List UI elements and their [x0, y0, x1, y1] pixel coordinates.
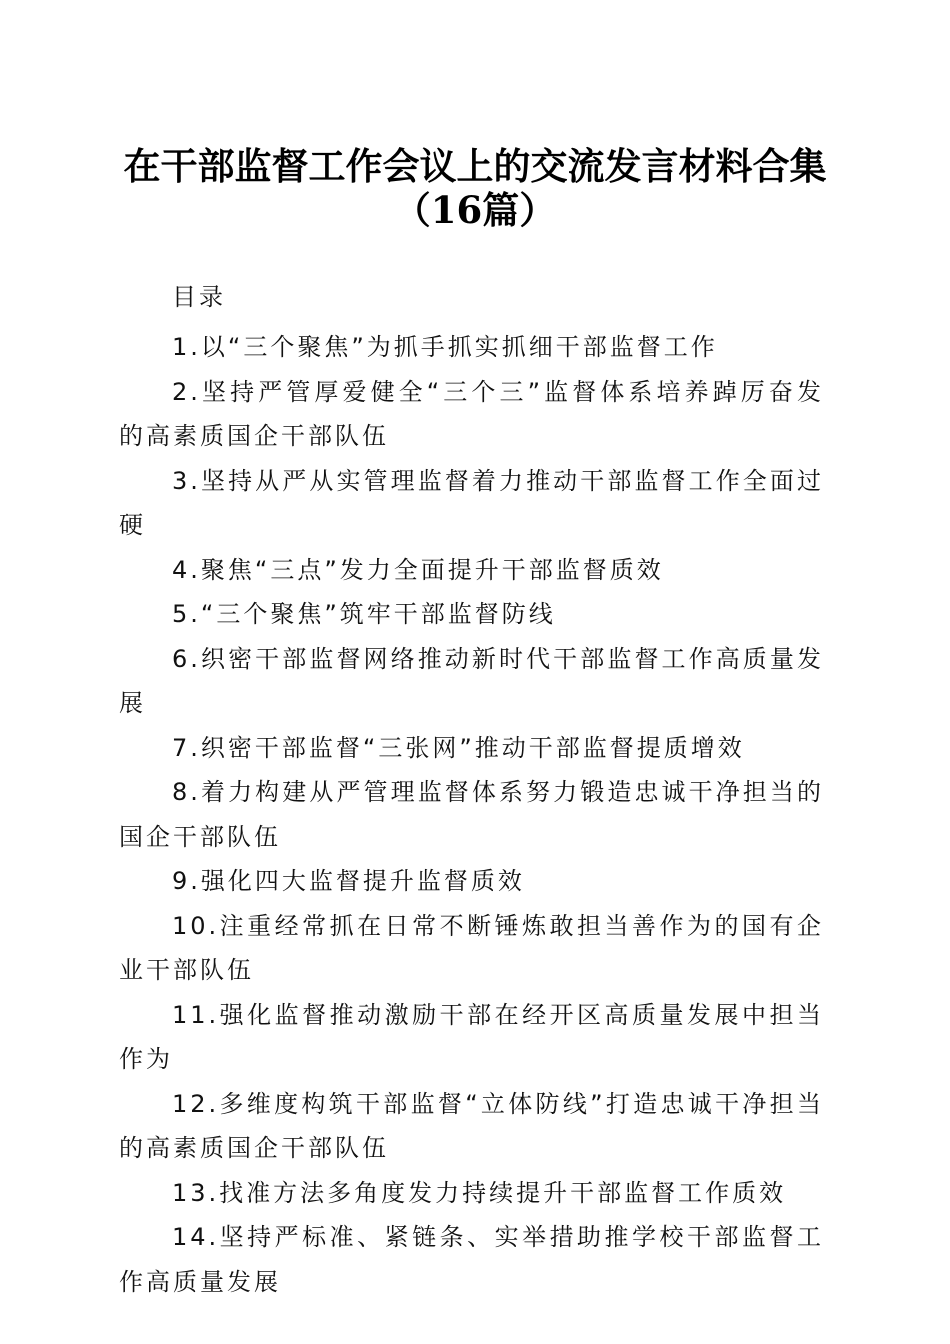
- toc-item: 7.织密干部监督“三张网”推动干部监督提质增效: [172, 733, 745, 762]
- table-of-contents: [119, 280, 824, 1304]
- document-title: 在干部监督工作会议上的交流发言材料合集: [123, 144, 827, 188]
- toc-item: 13.找准方法多角度发力持续提升干部监督工作质效: [172, 1178, 787, 1207]
- toc-item: 2.坚持严管厚爱健全“三个三”监督体系培养踔厉奋发的高素质国企干部队伍: [119, 377, 824, 450]
- toc-item: 10.注重经常抓在日常不断锤炼敢担当善作为的国有企业干部队伍: [119, 911, 824, 984]
- toc-item: 1.以“三个聚焦”为抓手抓实抓细干部监督工作: [172, 333, 718, 361]
- toc-item: 4.聚焦“三点”发力全面提升干部监督质效: [172, 555, 664, 584]
- toc-item: 12.多维度构筑干部监督“立体防线”打造忠诚干净担当的高素质国企干部队伍: [119, 1089, 824, 1162]
- toc-item: 5.“三个聚焦”筑牢干部监督防线: [172, 600, 556, 628]
- toc-list: [119, 325, 824, 1304]
- toc-item: 8.着力构建从严管理监督体系努力锻造忠诚干净担当的国企干部队伍: [119, 778, 824, 851]
- toc-item: 11.强化监督推动激励干部在经开区高质量发展中担当作为: [119, 1000, 824, 1073]
- toc-item: 14.坚持严标准、紧链条、实举措助推学校干部监督工作高质量发展: [119, 1223, 824, 1296]
- toc-heading: 目录: [172, 283, 226, 311]
- toc-item: 6.织密干部监督网络推动新时代干部监督工作高质量发展: [119, 644, 824, 717]
- toc-item: 3.坚持从严从实管理监督着力推动干部监督工作全面过硬: [119, 466, 824, 539]
- document-subtitle: （16篇）: [393, 188, 557, 232]
- toc-item: 9.强化四大监督提升监督质效: [172, 867, 525, 895]
